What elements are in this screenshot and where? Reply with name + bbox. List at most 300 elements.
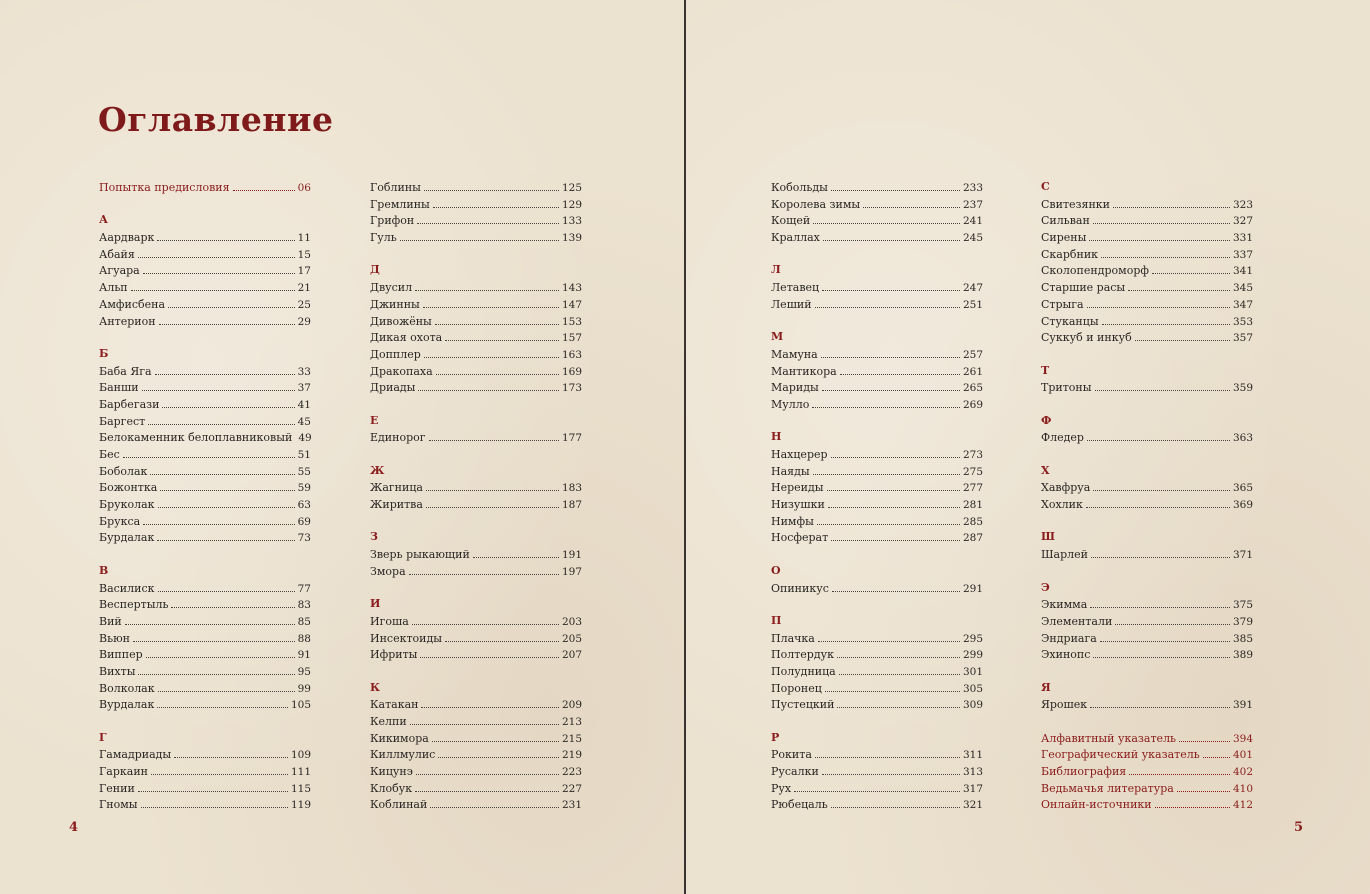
toc-entry[interactable] (771, 513, 983, 530)
toc-entry-title: Русалки (771, 765, 819, 779)
toc-entry[interactable] (370, 329, 582, 346)
toc-entry[interactable] (370, 563, 582, 580)
toc-entry[interactable] (99, 796, 311, 813)
toc-entry-page: 183 (561, 482, 582, 495)
dot-leader (155, 363, 295, 375)
toc-entry[interactable] (370, 212, 582, 229)
toc-entry[interactable] (1041, 630, 1253, 647)
toc-entry[interactable] (370, 229, 582, 246)
toc-entry[interactable] (771, 796, 983, 813)
toc-entry[interactable] (771, 463, 983, 480)
toc-entry[interactable] (1041, 313, 1253, 330)
toc-entry-page: 295 (962, 632, 983, 645)
toc-entry-page: 205 (561, 632, 582, 645)
toc-entry[interactable] (370, 796, 582, 813)
toc-entry[interactable] (771, 630, 983, 647)
toc-entry-title: Рокита (771, 748, 812, 762)
toc-entry[interactable] (370, 196, 582, 213)
toc-column-1 (99, 179, 311, 813)
dot-leader (822, 279, 960, 291)
dot-leader (418, 379, 559, 391)
toc-entry[interactable] (771, 763, 983, 780)
toc-entry-title: Рюбецаль (771, 798, 828, 812)
toc-entry-title: Кицунэ (370, 765, 413, 779)
toc-entry[interactable] (771, 396, 983, 413)
toc-entry[interactable] (771, 746, 983, 763)
toc-entry-page: 119 (290, 799, 311, 812)
toc-entry-title: Эндриага (1041, 631, 1097, 645)
toc-entry[interactable] (370, 763, 582, 780)
dot-leader (821, 346, 960, 358)
toc-entry[interactable] (99, 496, 311, 513)
toc-entry[interactable] (1041, 763, 1253, 780)
toc-entry-title: Ярошек (1041, 698, 1088, 712)
toc-entry-title: Боболак (99, 464, 148, 478)
toc-entry-page: 237 (962, 198, 983, 211)
toc-entry-title: Гремлины (370, 197, 430, 211)
toc-entry[interactable] (370, 780, 582, 797)
section-letter: Я (1041, 680, 1051, 694)
dot-leader (435, 313, 559, 325)
dot-leader (1115, 613, 1230, 625)
toc-entry-page: 125 (561, 182, 582, 194)
dot-leader (426, 479, 559, 491)
toc-entry[interactable] (370, 713, 582, 730)
toc-entry-page: 241 (962, 215, 983, 228)
toc-entry[interactable] (1041, 329, 1253, 346)
toc-entry[interactable] (99, 646, 311, 663)
toc-entry[interactable] (1041, 279, 1253, 296)
toc-entry-title: Мулло (771, 397, 810, 411)
toc-entry-title: Рух (771, 781, 792, 795)
toc-entry-title: Коблинай (370, 798, 428, 812)
toc-entry[interactable] (370, 179, 582, 196)
section-gap (1041, 563, 1253, 580)
toc-entry[interactable] (1041, 196, 1253, 213)
toc-entry[interactable] (99, 229, 311, 246)
section-gap (771, 713, 983, 730)
toc-entry-page: 257 (962, 348, 983, 361)
toc-entry[interactable] (99, 580, 311, 597)
toc-entry[interactable] (771, 780, 983, 797)
toc-entry-title: Экимма (1041, 598, 1088, 612)
toc-entry[interactable] (1041, 379, 1253, 396)
toc-entry-title: Суккуб и инкуб (1041, 331, 1132, 345)
toc-entry[interactable] (771, 580, 983, 597)
toc-entry[interactable] (1041, 429, 1253, 446)
toc-entry[interactable] (99, 363, 311, 380)
toc-entry-title: Допплер (370, 347, 421, 361)
toc-entry-page: 269 (962, 398, 983, 411)
toc-entry-page: 219 (561, 749, 582, 762)
toc-entry-title: Географический указатель (1041, 748, 1200, 762)
dot-leader (831, 446, 960, 458)
toc-entry[interactable] (1041, 796, 1253, 813)
toc-entry-title: Шарлей (1041, 548, 1088, 562)
dot-leader (832, 580, 960, 592)
section-gap (1041, 396, 1253, 413)
dot-leader (445, 329, 559, 341)
toc-entry[interactable] (99, 313, 311, 330)
toc-entry-title: Бес (99, 448, 120, 461)
page-number-right: 5 (1294, 820, 1304, 835)
dot-leader (416, 763, 559, 775)
dot-leader (815, 746, 960, 758)
toc-entry[interactable] (99, 630, 311, 647)
toc-entry-title: Попытка предисловия (99, 181, 230, 194)
dot-leader (143, 262, 295, 274)
toc-entry[interactable] (370, 296, 582, 313)
toc-entry-title: Нахцерер (771, 448, 828, 461)
section-letter: Ш (1041, 530, 1055, 544)
dot-leader (1090, 596, 1230, 608)
toc-entry-page: 41 (297, 398, 311, 411)
toc-entry-page: 401 (1232, 749, 1253, 762)
toc-entry[interactable] (771, 346, 983, 363)
dot-leader (815, 296, 960, 308)
toc-entry[interactable] (370, 479, 582, 496)
toc-column-4 (1041, 179, 1253, 813)
toc-entry-title: Сколопендроморф (1041, 264, 1149, 278)
toc-entry[interactable] (370, 313, 582, 330)
toc-entry[interactable] (99, 446, 311, 463)
toc-entry-page: 59 (297, 482, 311, 495)
toc-entry[interactable] (771, 379, 983, 396)
toc-entry-page: 147 (561, 298, 582, 311)
toc-entry[interactable] (771, 279, 983, 296)
toc-entry[interactable] (370, 496, 582, 513)
toc-entry-title: Антерион (99, 314, 156, 328)
dot-leader (1086, 496, 1230, 508)
toc-entry[interactable] (99, 696, 311, 713)
toc-entry[interactable] (370, 429, 582, 446)
toc-entry[interactable] (771, 680, 983, 697)
toc-entry[interactable] (370, 363, 582, 380)
dot-leader (233, 179, 295, 191)
toc-entry-title: Хавфруа (1041, 481, 1091, 495)
toc-entry[interactable] (771, 229, 983, 246)
toc-entry-title: Дракопаха (370, 364, 433, 378)
toc-entry-title: Абайя (99, 247, 135, 261)
toc-entry-page: 375 (1232, 599, 1253, 612)
toc-entry[interactable] (99, 379, 311, 396)
toc-entry-page: 277 (962, 482, 983, 495)
toc-entry[interactable] (1041, 696, 1253, 713)
dot-leader (1155, 796, 1230, 808)
toc-entry[interactable] (99, 663, 311, 680)
toc-entry-title: Сирены (1041, 231, 1087, 245)
toc-entry[interactable] (99, 763, 311, 780)
dot-leader (409, 563, 559, 575)
dot-leader (143, 513, 294, 525)
toc-entry-page: 173 (561, 382, 582, 395)
section-letter: Э (1041, 580, 1050, 594)
toc-entry-title: Бурдалак (99, 531, 155, 545)
dot-leader (817, 513, 960, 525)
toc-entry[interactable] (1041, 479, 1253, 496)
toc-entry[interactable] (99, 513, 311, 530)
toc-entry-page: 105 (290, 699, 311, 712)
toc-entry-page: 369 (1232, 499, 1253, 512)
toc-entry[interactable] (771, 179, 983, 196)
toc-entry[interactable] (1041, 212, 1253, 229)
toc-entry[interactable] (771, 196, 983, 213)
toc-entry[interactable] (1041, 596, 1253, 613)
toc-entry-page: 317 (962, 782, 983, 795)
section-letter: Р (771, 730, 780, 744)
toc-entry[interactable] (1041, 546, 1253, 563)
toc-entry-title: Жагница (370, 481, 423, 495)
toc-entry-page: 231 (561, 799, 582, 812)
toc-entry-title: Стуканцы (1041, 314, 1099, 328)
dot-leader (138, 780, 288, 792)
toc-entry[interactable] (771, 363, 983, 380)
toc-entry[interactable] (370, 630, 582, 647)
toc-entry[interactable] (771, 529, 983, 546)
toc-entry-page: 371 (1232, 549, 1253, 562)
dot-leader (426, 496, 559, 508)
toc-entry[interactable] (771, 446, 983, 463)
dot-leader (148, 413, 294, 425)
toc-entry[interactable] (771, 296, 983, 313)
dot-leader (812, 396, 960, 408)
section-gap (1041, 713, 1253, 730)
toc-entry-title: Библиография (1041, 765, 1127, 779)
dot-leader (837, 696, 960, 708)
section-letter: С (1041, 180, 1050, 193)
toc-entry[interactable] (99, 680, 311, 697)
toc-entry-page: 275 (962, 465, 983, 478)
toc-entry-title: Гении (99, 781, 135, 795)
toc-entry-title: Аардварк (99, 231, 155, 245)
dot-leader (123, 446, 295, 458)
toc-entry-title: Алфавитный указатель (1041, 731, 1177, 745)
toc-entry-title: Гуль (370, 231, 397, 245)
toc-entry-page: 73 (297, 532, 311, 545)
toc-entry-page: 265 (962, 382, 983, 395)
toc-entry[interactable] (771, 663, 983, 680)
toc-entry-title: Двусил (370, 281, 413, 295)
toc-entry-page: 309 (962, 699, 983, 712)
toc-entry-title: Баргест (99, 414, 146, 428)
toc-entry-page: 109 (290, 749, 311, 762)
section-gap (1041, 446, 1253, 463)
toc-entry-page: 111 (290, 766, 311, 779)
toc-entry[interactable] (771, 496, 983, 513)
toc-entry-title: Краллах (771, 231, 820, 245)
section-gap (771, 246, 983, 263)
dot-leader (1102, 313, 1230, 325)
dot-leader (157, 696, 288, 708)
section-letter: Х (1041, 463, 1050, 477)
dot-leader (445, 630, 559, 642)
toc-entry-page: 389 (1232, 649, 1253, 662)
toc-entry-title: Василиск (99, 581, 155, 595)
toc-entry[interactable] (1041, 229, 1253, 246)
dot-leader (1087, 429, 1230, 441)
toc-column-3 (771, 179, 983, 813)
toc-entry-title: Тритоны (1041, 381, 1092, 395)
toc-entry[interactable] (99, 529, 311, 546)
dot-leader (162, 396, 294, 408)
toc-entry[interactable] (99, 746, 311, 763)
section-letter: Ж (370, 463, 385, 477)
toc-entry[interactable] (99, 296, 311, 313)
dot-leader (818, 630, 960, 642)
toc-entry[interactable] (1041, 296, 1253, 313)
toc-entry-page: 17 (297, 265, 311, 278)
toc-entry-page: 63 (297, 499, 311, 512)
toc-entry[interactable] (1041, 613, 1253, 630)
toc-entry-page: 129 (561, 198, 582, 211)
toc-entry-title: Гамадриады (99, 748, 172, 762)
toc-entry-page: 83 (297, 599, 311, 612)
toc-entry[interactable] (370, 346, 582, 363)
toc-entry-page: 143 (561, 282, 582, 295)
toc-entry-title: Игоша (370, 614, 409, 628)
toc-entry[interactable] (99, 463, 311, 480)
dot-leader (150, 463, 294, 475)
dot-leader (412, 613, 559, 625)
toc-entry-title: Летавец (771, 281, 820, 295)
toc-entry-title: Волколак (99, 681, 155, 695)
toc-entry[interactable] (370, 746, 582, 763)
toc-entry-page: 379 (1232, 615, 1253, 628)
dot-leader (159, 313, 295, 325)
toc-entry[interactable] (1041, 746, 1253, 763)
toc-entry[interactable] (1041, 730, 1253, 747)
toc-entry[interactable] (370, 379, 582, 396)
dot-leader (840, 363, 960, 375)
toc-entry[interactable] (99, 279, 311, 296)
toc-entry-title: Барбегази (99, 397, 160, 411)
dot-leader (171, 596, 294, 608)
toc-entry-page: 347 (1232, 298, 1253, 311)
toc-entry-title: Амфисбена (99, 297, 166, 311)
toc-entry[interactable] (370, 613, 582, 630)
dot-leader (146, 646, 295, 658)
dot-leader (831, 179, 960, 191)
toc-entry-page: 115 (290, 782, 311, 795)
toc-entry-title: Кощей (771, 214, 811, 228)
section-gap (1041, 346, 1253, 363)
toc-entry-page: 227 (561, 782, 582, 795)
toc-entry[interactable] (99, 479, 311, 496)
toc-entry-title: Фледер (1041, 431, 1084, 445)
section-letter: К (370, 680, 381, 694)
toc-entry-page: 311 (962, 749, 983, 762)
dot-leader (822, 379, 960, 391)
toc-entry-title: Полудница (771, 664, 836, 678)
toc-entry-title: Кобольды (771, 181, 828, 194)
dot-leader (141, 796, 288, 808)
dot-leader (174, 746, 288, 758)
section-gap (1041, 663, 1253, 680)
toc-entry-title: Вихты (99, 664, 136, 678)
dot-leader (157, 229, 294, 241)
toc-entry-page: 88 (297, 632, 311, 645)
dot-leader (160, 479, 294, 491)
toc-entry[interactable] (99, 262, 311, 279)
toc-entry[interactable] (1041, 246, 1253, 263)
dot-leader (1203, 746, 1230, 758)
toc-entry-page: 139 (561, 232, 582, 245)
toc-entry-page: 157 (561, 332, 582, 345)
dot-leader (831, 796, 960, 808)
toc-entry[interactable] (370, 646, 582, 663)
toc-entry[interactable] (1041, 780, 1253, 797)
toc-entry[interactable] (99, 780, 311, 797)
toc-entry[interactable] (771, 212, 983, 229)
toc-entry-page: 363 (1232, 432, 1253, 445)
dot-leader (432, 730, 559, 742)
toc-entry-page: 359 (1232, 382, 1253, 395)
toc-entry-title: Грифон (370, 214, 415, 228)
dot-leader (125, 613, 295, 625)
toc-entry[interactable] (370, 696, 582, 713)
toc-entry-page: 209 (561, 699, 582, 712)
toc-entry[interactable] (370, 730, 582, 747)
toc-entry[interactable] (771, 696, 983, 713)
section-gap (370, 580, 582, 597)
toc-entry-page: 55 (297, 465, 311, 478)
toc-entry[interactable] (1041, 262, 1253, 279)
dot-leader (1128, 279, 1230, 291)
dot-leader (1177, 780, 1230, 792)
section-gap (370, 513, 582, 530)
dot-leader (142, 379, 295, 391)
toc-entry[interactable] (99, 429, 311, 446)
dot-leader (1093, 646, 1230, 658)
dot-leader (831, 529, 960, 541)
toc-entry-title: Мариды (771, 381, 819, 395)
toc-entry-title: Зверь рыкающий (370, 548, 470, 562)
toc-entry[interactable] (370, 546, 582, 563)
toc-entry-page: 33 (297, 365, 311, 378)
toc-entry-page: 223 (561, 766, 582, 779)
toc-entry[interactable] (99, 613, 311, 630)
toc-entry-title: Единорог (370, 431, 426, 445)
toc-entry[interactable] (99, 246, 311, 263)
dot-leader (813, 212, 960, 224)
section-gap (99, 713, 311, 730)
toc-entry-title: Скарбник (1041, 247, 1099, 261)
section-letter: А (99, 213, 108, 227)
dot-leader (138, 663, 294, 675)
toc-entry-page: 357 (1232, 332, 1253, 345)
dot-leader (1152, 262, 1230, 274)
section-letter: О (771, 563, 781, 577)
toc-entry[interactable] (99, 396, 311, 413)
toc-entry[interactable] (370, 279, 582, 296)
toc-entry-title: Клобук (370, 781, 413, 795)
toc-entry[interactable] (1041, 496, 1253, 513)
toc-entry-page: 177 (561, 432, 582, 445)
toc-entry[interactable] (1041, 646, 1253, 663)
toc-entry[interactable] (99, 413, 311, 430)
dot-leader (813, 463, 960, 475)
toc-entry[interactable] (771, 646, 983, 663)
toc-entry-title: Опиникус (771, 581, 829, 595)
dot-leader (1089, 229, 1230, 241)
dot-leader (417, 212, 559, 224)
toc-entry[interactable] (771, 479, 983, 496)
dot-leader (410, 713, 559, 725)
toc-entry[interactable] (99, 179, 311, 196)
toc-entry-title: Инсектоиды (370, 631, 443, 645)
toc-entry[interactable] (99, 596, 311, 613)
page-title: Оглавление (98, 100, 334, 139)
